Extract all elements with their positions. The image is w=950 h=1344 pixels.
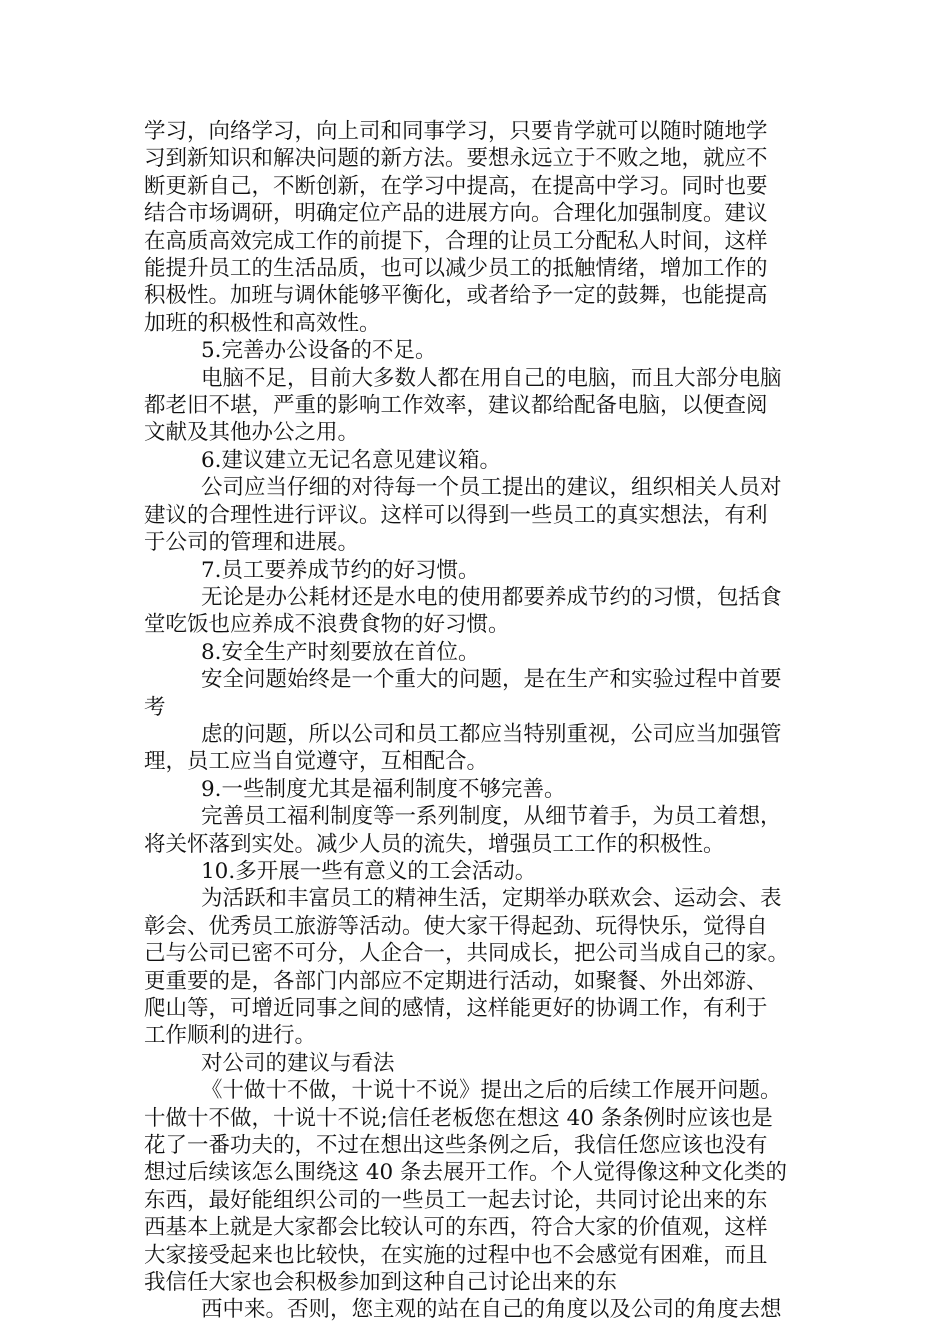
text-line: 文献及其他办公之用。 bbox=[144, 420, 360, 446]
indented-text-line: 10.多开展一些有意义的工会活动。 bbox=[201, 858, 537, 884]
text-line: 考 bbox=[144, 694, 166, 720]
text-line: 于公司的管理和进展。 bbox=[144, 530, 360, 556]
indented-text-line: 为活跃和丰富员工的精神生活，定期举办联欢会、运动会、表 bbox=[201, 886, 782, 912]
indented-text-line: 公司应当仔细的对待每一个员工提出的建议，组织相关人员对 bbox=[201, 475, 782, 501]
text-line: 己与公司已密不可分，人企合一，共同成长，把公司当成自己的家。 bbox=[144, 941, 790, 967]
text-line: 爬山等，可增近同事之间的感情，这样能更好的协调工作，有利于 bbox=[144, 996, 768, 1021]
text-line: 习到新知识和解决问题的新方法。要想永远立于不败之地，就应不 bbox=[144, 146, 768, 172]
indented-text-line: 6.建议建立无记名意见建议箱。 bbox=[201, 447, 502, 473]
indented-text-line: 对公司的建议与看法 bbox=[201, 1050, 395, 1076]
indented-text-line: 9.一些制度尤其是福利制度不够完善。 bbox=[201, 776, 566, 802]
text-line: 建议的合理性进行评议。这样可以得到一些员工的真实想法，有利 bbox=[144, 502, 768, 528]
text-line: 十做十不做，十说十不说;信任老板您在想这 40 条条例时应该也是 bbox=[144, 1105, 773, 1131]
indented-text-line: 《十做十不做，十说十不说》提出之后的后续工作展开问题。 bbox=[201, 1078, 782, 1104]
text-line: 学习，向络学习，向上司和同事学习，只要肯学就可以随时随地学 bbox=[144, 119, 768, 144]
text-line: 工作顺利的进行。 bbox=[144, 1023, 317, 1049]
text-line: 更重要的是，各部门内部应不定期进行活动，如聚餐、外出郊游、 bbox=[144, 968, 768, 994]
text-line: 大家接受起来也比较快，在实施的过程中也不会感觉有困难，而且 bbox=[144, 1242, 768, 1268]
text-line: 断更新自己，不断创新，在学习中提高，在提高中学习。同时也要 bbox=[144, 173, 768, 199]
text-line: 将关怀落到实处。减少人员的流失，增强员工工作的积极性。 bbox=[144, 831, 725, 857]
indented-text-line: 虑的问题，所以公司和员工都应当特别重视，公司应当加强管 bbox=[201, 721, 782, 747]
text-line: 结合市场调研，明确定位产品的进展方向。合理化加强制度。建议 bbox=[144, 201, 768, 227]
indented-text-line: 5.完善办公设备的不足。 bbox=[201, 338, 437, 364]
text-line: 理，员工应当自觉遵守，互相配合。 bbox=[144, 749, 489, 775]
text-line: 想过后续该怎么围绕这 40 条去展开工作。个人觉得像这种文化类的 bbox=[144, 1160, 788, 1186]
text-line: 东西，最好能组织公司的一些员工一起去讨论，共同讨论出来的东 bbox=[144, 1187, 768, 1213]
text-line: 都老旧不堪，严重的影响工作效率，建议都给配备电脑，以便查阅 bbox=[144, 393, 768, 419]
text-line: 积极性。加班与调休能够平衡化，或者给予一定的鼓舞，也能提高 bbox=[144, 283, 768, 309]
text-line: 在高质高效完成工作的前提下，合理的让员工分配私人时间，这样 bbox=[144, 228, 768, 254]
text-line: 彰会、优秀员工旅游等活动。使大家干得起劲、玩得快乐，觉得自 bbox=[144, 913, 768, 939]
indented-text-line: 完善员工福利制度等一系列制度，从细节着手，为员工着想， bbox=[201, 804, 782, 830]
indented-text-line: 电脑不足，目前大多数人都在用自己的电脑，而且大部分电脑 bbox=[201, 365, 782, 391]
indented-text-line: 8.安全生产时刻要放在首位。 bbox=[201, 639, 480, 665]
text-line: 加班的积极性和高效性。 bbox=[144, 310, 381, 336]
text-line: 花了一番功夫的，不过在想出这些条例之后，我信任您应该也没有 bbox=[144, 1133, 768, 1159]
text-line: 我信任大家也会积极参加到这种自己讨论出来的东 bbox=[144, 1270, 618, 1296]
document-page bbox=[144, 118, 810, 1324]
text-line: 能提升员工的生活品质，也可以减少员工的抵触情绪，增加工作的 bbox=[144, 256, 768, 282]
indented-text-line: 安全问题始终是一个重大的问题，是在生产和实验过程中首要 bbox=[201, 667, 782, 693]
text-line: 西基本上就是大家都会比较认可的东西，符合大家的价值观，这样 bbox=[144, 1215, 768, 1241]
text-line: 堂吃饭也应养成不浪费食物的好习惯。 bbox=[144, 612, 510, 638]
indented-text-line: 7.员工要养成节约的好习惯。 bbox=[201, 557, 480, 583]
indented-text-line: 西中来。否则，您主观的站在自己的角度以及公司的角度去想 bbox=[201, 1297, 782, 1323]
indented-text-line: 无论是办公耗材还是水电的使用都要养成节约的习惯，包括食 bbox=[201, 584, 782, 610]
